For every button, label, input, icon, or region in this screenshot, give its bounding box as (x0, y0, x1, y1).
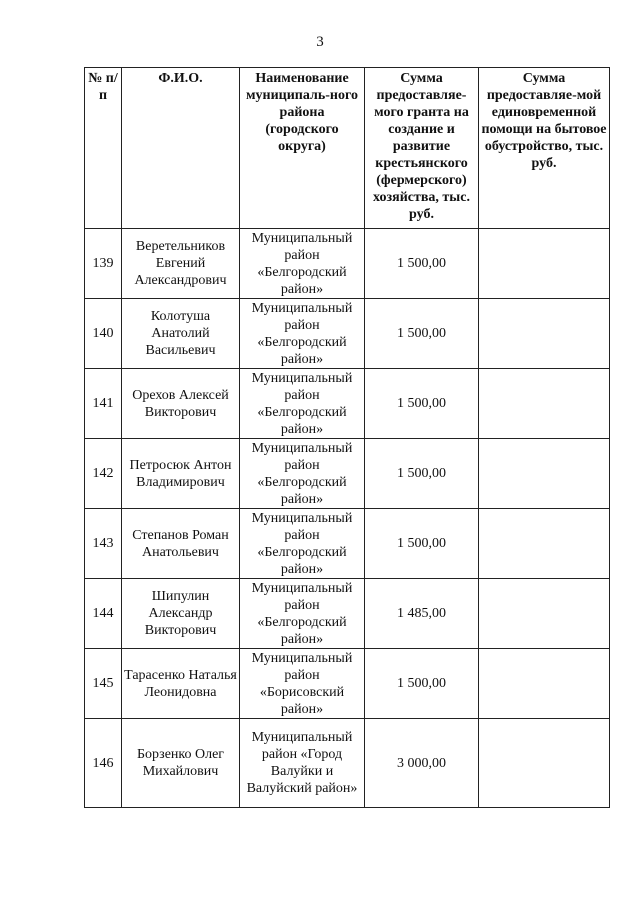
row-name: Степанов Роман Анатольевич (122, 509, 240, 579)
row-grant: 1 500,00 (365, 509, 479, 579)
row-grant: 1 500,00 (365, 439, 479, 509)
row-name: Тарасенко Наталья Леонидовна (122, 649, 240, 719)
row-aid (479, 719, 610, 808)
row-name: Борзенко Олег Михайлович (122, 719, 240, 808)
row-number: 145 (85, 649, 122, 719)
row-district: Муниципальный район «Белгородский район» (240, 509, 365, 579)
row-aid (479, 299, 610, 369)
row-name: Петросюк Антон Владимирович (122, 439, 240, 509)
row-district: Муниципальный район «Белгородский район» (240, 439, 365, 509)
row-number: 139 (85, 229, 122, 299)
row-name: Шипулин Александр Викторович (122, 579, 240, 649)
row-district: Муниципальный район «Борисовский район» (240, 649, 365, 719)
row-number: 144 (85, 579, 122, 649)
header-district: Наименование муниципаль-ного района (городского округа) (240, 68, 365, 229)
row-district: Муниципальный район «Белгородский район» (240, 369, 365, 439)
row-number: 146 (85, 719, 122, 808)
header-full-name: Ф.И.О. (122, 68, 240, 229)
table-row (85, 649, 610, 719)
row-number: 141 (85, 369, 122, 439)
page-number: 3 (316, 34, 324, 50)
row-aid (479, 369, 610, 439)
row-name: Веретельников Евгений Александрович (122, 229, 240, 299)
row-name: Колотуша Анатолий Васильевич (122, 299, 240, 369)
table-row (85, 299, 610, 369)
row-aid (479, 439, 610, 509)
row-grant: 1 485,00 (365, 579, 479, 649)
row-district: Муниципальный район «Белгородский район» (240, 579, 365, 649)
table-row (85, 369, 610, 439)
header-number: № п/п (85, 68, 122, 229)
table-row (85, 509, 610, 579)
header-aid-amount: Сумма предоставляе-мой единовременной помощи на бытовое обустройство, тыс. руб. (479, 68, 610, 229)
table-row (85, 579, 610, 649)
row-name: Орехов Алексей Викторович (122, 369, 240, 439)
table-row (85, 439, 610, 509)
row-aid (479, 579, 610, 649)
row-grant: 3 000,00 (365, 719, 479, 808)
row-aid (479, 229, 610, 299)
row-district: Муниципальный район «Белгородский район» (240, 299, 365, 369)
row-district: Муниципальный район «Город Валуйки и Валуйский район» (240, 719, 365, 808)
row-district: Муниципальный район «Белгородский район» (240, 229, 365, 299)
table-row (85, 229, 610, 299)
table-row (85, 719, 610, 808)
row-number: 143 (85, 509, 122, 579)
row-grant: 1 500,00 (365, 299, 479, 369)
row-number: 142 (85, 439, 122, 509)
row-grant: 1 500,00 (365, 649, 479, 719)
row-aid (479, 509, 610, 579)
row-aid (479, 649, 610, 719)
row-grant: 1 500,00 (365, 369, 479, 439)
row-number: 140 (85, 299, 122, 369)
row-grant: 1 500,00 (365, 229, 479, 299)
table-header-row (85, 68, 610, 229)
grants-table (84, 67, 610, 808)
header-grant-amount: Сумма предоставляе-мого гранта на создание и развитие крестьянского (фермерского) хозяйства, тыс. руб. (365, 68, 479, 229)
